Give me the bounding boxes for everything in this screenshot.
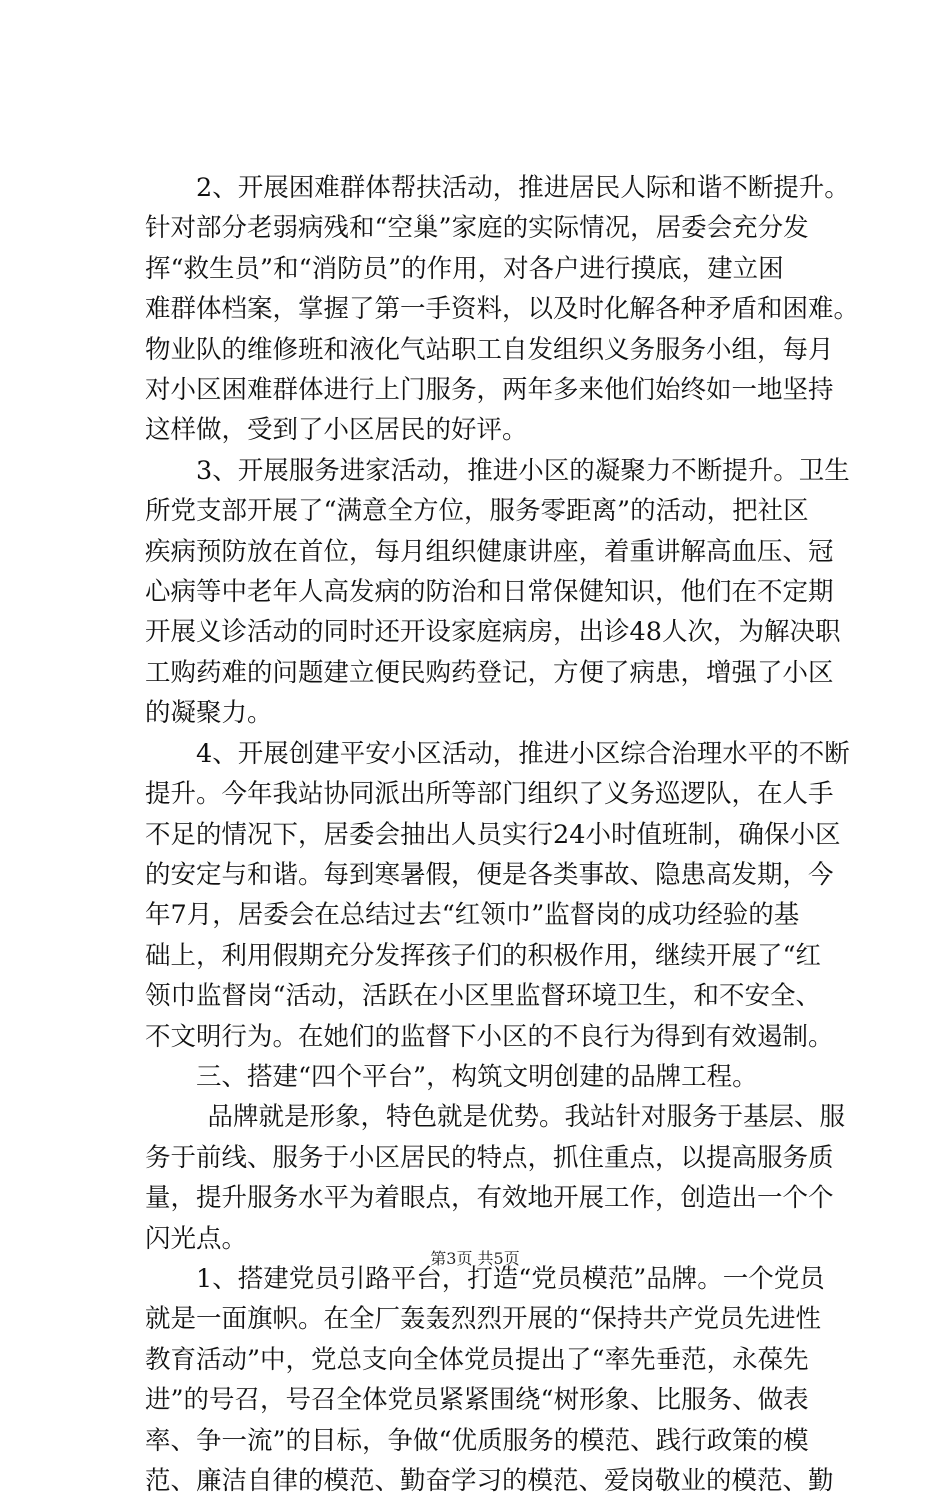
text-line: 范、廉洁自律的模范、勤奋学习的模范、爱岗敬业的模范、勤: [145, 1466, 834, 1496]
text-line: 提升。今年我站协同派出所等部门组织了义务巡逻队，在人手: [145, 779, 834, 810]
text-line: 领巾监督岗“活动，活跃在小区里监督环境卫生，和不安全、: [145, 981, 822, 1012]
paragraph-platform-1: [145, 1259, 850, 1501]
text-line: 三、搭建“四个平台”，构筑文明创建的品牌工程。: [196, 1061, 758, 1092]
text-line: 所党支部开展了“满意全方位，服务零距离”的活动，把社区: [145, 496, 809, 527]
text-line: 4、开展创建平安小区活动，推进小区综合治理水平的不断: [196, 738, 850, 769]
text-line: 础上，利用假期充分发挥孩子们的积极作用，继续开展了“红: [145, 940, 822, 971]
text-line: 品牌就是形象，特色就是优势。我站针对服务于基层、服: [207, 1102, 845, 1133]
section-heading-three: [145, 1057, 850, 1097]
text-line: 务于前线、服务于小区居民的特点，抓住重点，以提高服务质: [145, 1142, 834, 1173]
text-line: 就是一面旗帜。在全厂轰轰烈烈开展的“保持共产党员先进性: [145, 1304, 822, 1335]
text-line: 年7月，居委会在总结过去“红领巾”监督岗的成功经验的基: [145, 900, 800, 931]
paragraph-item-3: [145, 451, 850, 734]
text-line: 不文明行为。在她们的监督下小区的不良行为得到有效遏制。: [145, 1021, 834, 1052]
text-line: 工购药难的问题建立便民购药登记，方便了病患，增强了小区: [145, 657, 834, 688]
text-line: 不足的情况下，居委会抽出人员实行24小时值班制，确保小区: [145, 819, 841, 850]
text-line: 2、开展困难群体帮扶活动，推进居民人际和谐不断提升。: [196, 173, 850, 203]
text-line: 率、争一流”的目标，争做“优质服务的模范、践行政策的模: [145, 1425, 809, 1456]
text-line: 难群体档案，掌握了第一手资料，以及时化解各种矛盾和困难。: [145, 294, 860, 325]
text-line: 闪光点。: [145, 1223, 248, 1254]
paragraph-brand-intro: [145, 1097, 850, 1259]
text-line: 1、搭建党员引路平台，打造“党员模范”品牌。一个党员: [196, 1263, 825, 1294]
text-line: 开展义诊活动的同时还开设家庭病房，出诊48人次，为解决职: [145, 617, 841, 648]
text-line: 进”的号召，号召全体党员紧紧围绕“树形象、比服务、做表: [145, 1385, 809, 1416]
text-line: 挥“救生员”和“消防员”的作用，对各户进行摸底，建立困: [145, 253, 784, 284]
text-line: 量，提升服务水平为着眼点，有效地开展工作，创造出一个个: [145, 1183, 834, 1214]
page-footer: 第3页 共5页: [430, 1249, 520, 1268]
text-line: 疾病预防放在首位，每月组织健康讲座，着重讲解高血压、冠: [145, 536, 834, 567]
text-line: 这样做，受到了小区居民的好评。: [145, 415, 528, 446]
text-line: 心病等中老年人高发病的防治和日常保健知识，他们在不定期: [145, 577, 834, 608]
paragraph-item-2: [145, 168, 860, 451]
text-line: 3、开展服务进家活动，推进小区的凝聚力不断提升。卫生: [196, 455, 850, 486]
paragraph-item-4: [145, 734, 850, 1057]
text-line: 的安定与和谐。每到寒暑假，便是各类事故、隐患高发期，今: [145, 859, 834, 890]
text-line: 物业队的维修班和液化气站职工自发组织义务服务小组，每月: [145, 334, 834, 365]
text-line: 针对部分老弱病残和“空巢”家庭的实际情况，居委会充分发: [145, 213, 809, 244]
document-body: [145, 168, 860, 1501]
text-line: 的凝聚力。: [145, 698, 273, 729]
text-line: 教育活动”中，党总支向全体党员提出了“率先垂范，永葆先: [145, 1344, 809, 1375]
text-line: 对小区困难群体进行上门服务，两年多来他们始终如一地坚持: [145, 375, 834, 406]
